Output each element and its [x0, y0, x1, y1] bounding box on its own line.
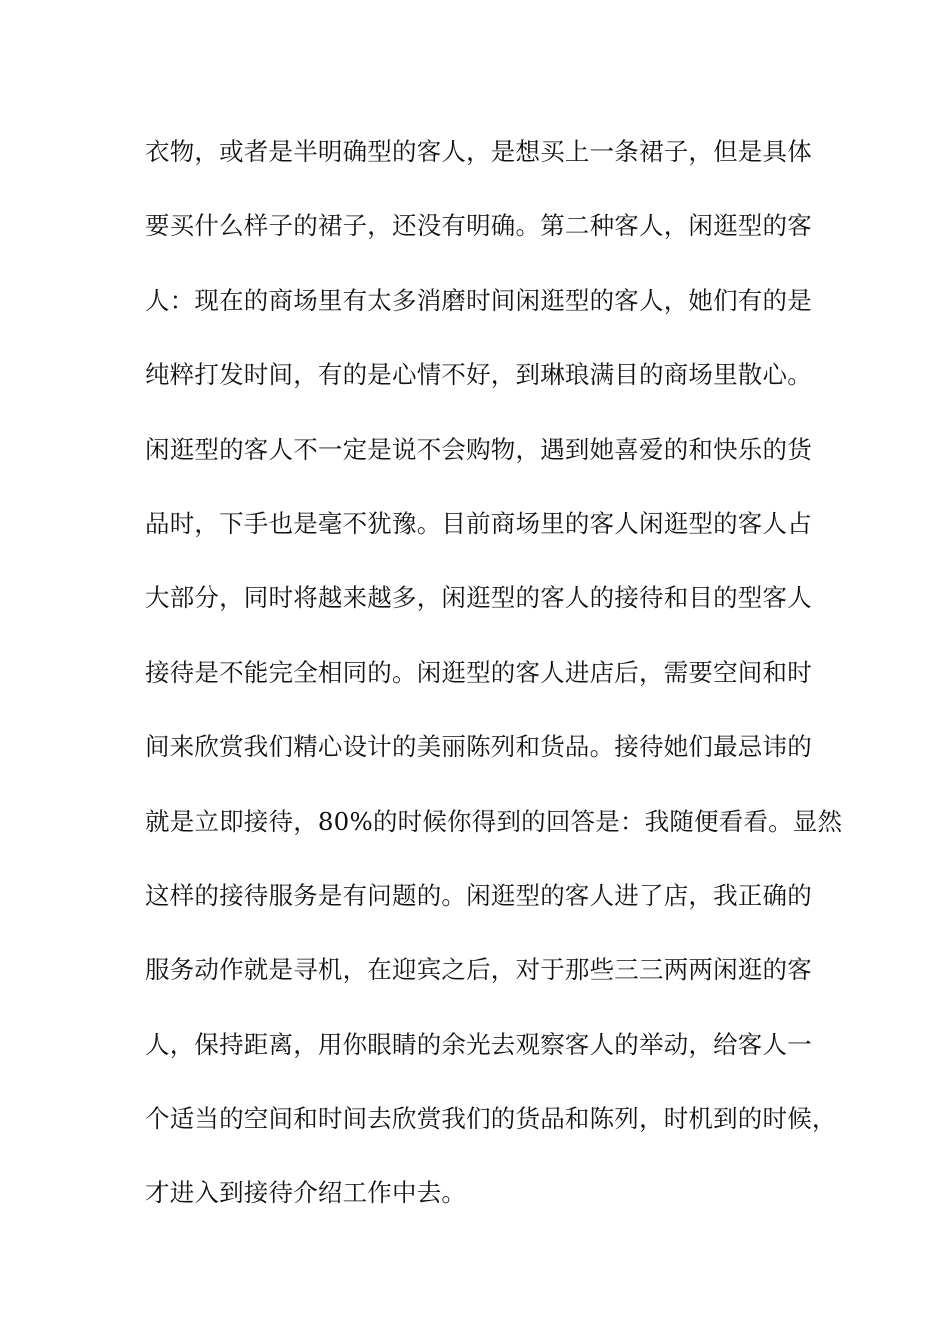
- text-line: 接待是不能完全相同的。闲逛型的客人进店后，需要空间和时: [145, 657, 812, 687]
- text-line: 这样的接待服务是有问题的。闲逛型的客人进了店，我正确的: [145, 880, 812, 910]
- text-line: 人，保持距离，用你眼睛的余光去观察客人的举动，给客人一: [145, 1029, 812, 1059]
- body-text: [145, 130, 843, 1246]
- text-line: 闲逛型的客人不一定是说不会购物，遇到她喜爱的和快乐的货: [145, 434, 812, 464]
- text-line: 间来欣赏我们精心设计的美丽陈列和货品。接待她们最忌讳的: [145, 732, 812, 762]
- text-line: 大部分，同时将越来越多，闲逛型的客人的接待和目的型客人: [145, 583, 812, 613]
- text-line: 才进入到接待介绍工作中去。: [145, 1178, 467, 1208]
- text-line: 衣物，或者是半明确型的客人，是想买上一条裙子，但是具体: [145, 137, 812, 166]
- text-line: 要买什么样子的裙子，还没有明确。第二种客人，闲逛型的客: [145, 211, 812, 241]
- text-line: 人：现在的商场里有太多消磨时间闲逛型的客人，她们有的是: [145, 285, 812, 315]
- text-line: 服务动作就是寻机，在迎宾之后，对于那些三三两两闲逛的客: [145, 955, 812, 985]
- text-line: 品时，下手也是毫不犹豫。目前商场里的客人闲逛型的客人占: [145, 508, 812, 538]
- text-line: 个适当的空间和时间去欣赏我们的货品和陈列，时机到的时候，: [145, 1104, 837, 1134]
- text-line: 纯粹打发时间，有的是心情不好，到琳琅满目的商场里散心。: [145, 360, 812, 390]
- text-line: 就是立即接待，80%的时候你得到的回答是：我随便看看。显然: [145, 806, 843, 836]
